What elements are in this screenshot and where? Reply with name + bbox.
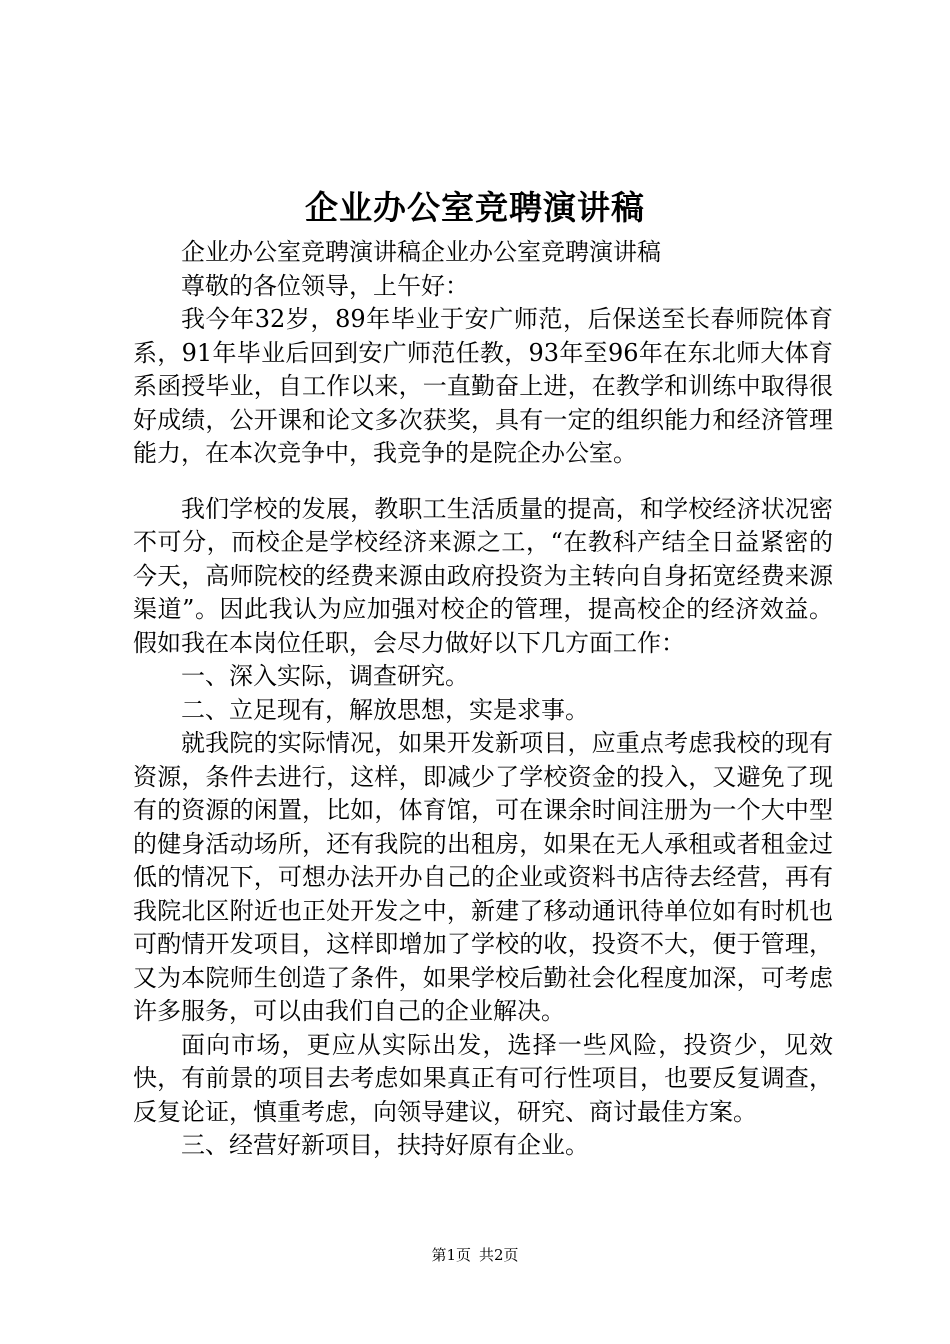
paragraph-greeting: 尊敬的各位领导，上午好： (181, 271, 469, 300)
paragraph-school-development: 我们学校的发展，教职工生活质量的提高，和学校经济状况密不可分，而校企是学校经济来源之工，“在教科产结全日益紧密的今天，高师院校的经费来源由政府投资为主转向自身拓宽经费来源渠道”。因此我认为应加强对校企的管理，提高校企的经济效益。假如我在本岗位任职，会尽力做好以下几方面工作： (133, 494, 833, 657)
paragraph-heading-repeat: 企业办公室竞聘演讲稿企业办公室竞聘演讲稿 (181, 238, 661, 266)
page-number-current: 第1页 (431, 1246, 471, 1264)
paragraph-market: 面向市场，更应从实际出发，选择一些风险，投资少，见效快，有前景的项目去考虑如果真正有可行性项目，也要反复调查，反复论证，慎重考虑，向领导建议，研究、商讨最佳方案。 (133, 1030, 833, 1126)
page-number-total: 共2页 (479, 1246, 519, 1264)
page-footer (0, 1244, 950, 1266)
paragraph-resources: 就我院的实际情况，如果开发新项目，应重点考虑我校的现有资源，条件去进行，这样，即减少了学校资金的投入，又避免了现有的资源的闲置，比如，体育馆，可在课余时间注册为一个大中型的健身活动场所，还有我院的出租房，如果在无人承租或者租金过低的情况下，可想办法开办自己的企业或资料书店待去经营，再有我院北区附近也正处开发之中，新建了移动通讯待单位如有时机也可酌情开发项目，这样即增加了学校的收，投资不大，便于管理，又为本院师生创造了条件，如果学校后勤社会化程度加深，可考虑许多服务，可以由我们自己的企业解决。 (133, 729, 833, 1025)
paragraph-point-two: 二、立足现有，解放思想，实是求事。 (181, 695, 589, 724)
document-body (133, 236, 833, 1163)
paragraph-spacer (133, 471, 833, 493)
paragraph-point-one: 一、深入实际，调查研究。 (181, 662, 469, 690)
paragraph-self-introduction: 我今年32岁，89年毕业于安广师范，后保送至长春师院体育系，91年毕业后回到安广师范任教，93年至96年在东北师大体育系函授毕业，自工作以来，一直勤奋上进，在教学和训练中取得很好成绩，公开课和论文多次获奖，具有一定的组织能力和经济管理能力，在本次竞争中，我竞争的是院企办公室。 (133, 305, 833, 467)
document-title: 企业办公室竞聘演讲稿 (305, 188, 645, 227)
paragraph-point-three: 三、经营好新项目，扶持好原有企业。 (181, 1131, 589, 1159)
